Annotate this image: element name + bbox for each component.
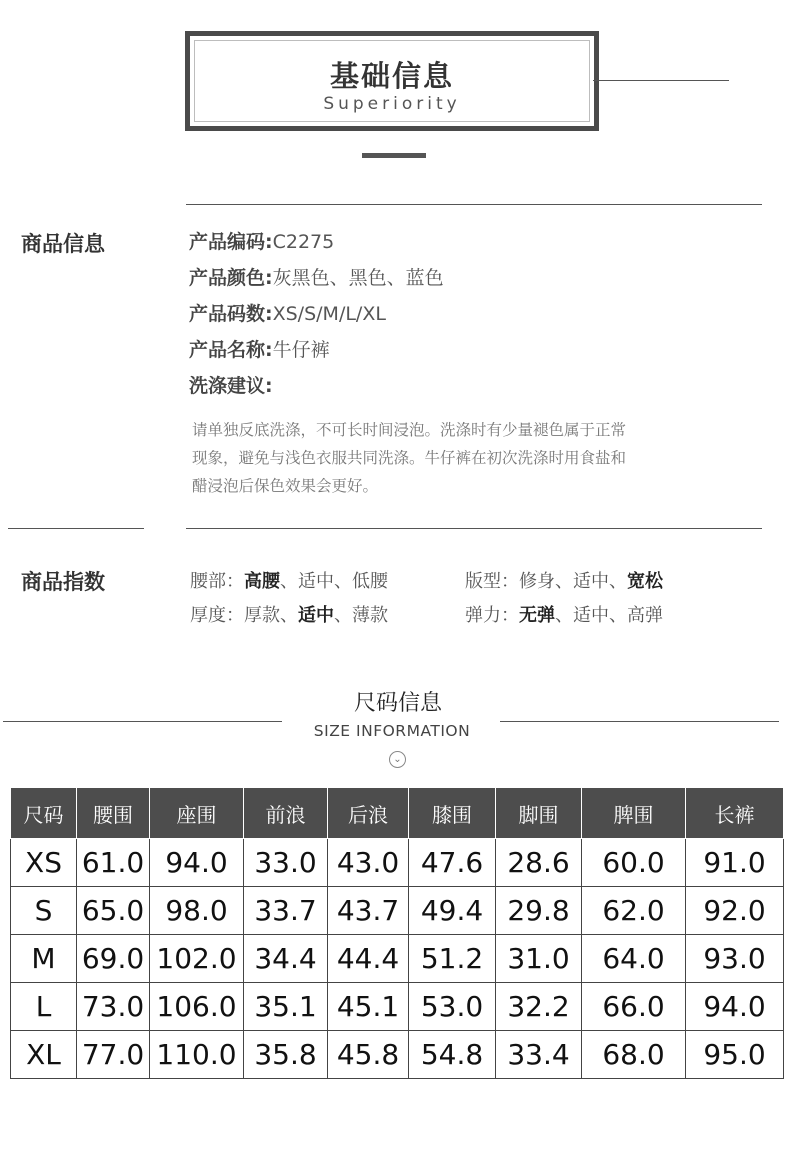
product-index-title: 商品指数 [21,570,105,594]
size-info-subtitle: SIZE INFORMATION [313,722,471,740]
wash-line: 现象，避免与浅色衣服共同洗涤。牛仔裤在初次洗涤时用食盐和 [192,449,627,467]
info-row-color [189,260,444,296]
index-options: 厚款、 [244,605,298,626]
table-header-cell: 膝围 [409,788,496,839]
info-label: 产品名称: [189,339,273,361]
index-thickness [190,601,388,627]
table-header-cell: 脚围 [496,788,582,839]
index-options: 、薄款 [334,605,388,626]
table-cell: 95.0 [686,1031,784,1079]
table-cell: 94.0 [686,983,784,1031]
index-selected: 适中 [298,605,334,626]
info-row-sizes [189,296,444,332]
table-cell: 28.6 [496,839,582,887]
product-info-list [189,224,444,404]
table-cell: 60.0 [582,839,686,887]
table-cell: 73.0 [77,983,150,1031]
table-cell: 98.0 [150,887,244,935]
info-label: 产品编码: [189,231,273,253]
table-cell: 51.2 [409,935,496,983]
table-cell: 106.0 [150,983,244,1031]
info-row-wash [189,368,444,404]
index-options: 修身、适中、 [519,571,627,592]
info-row-code [189,224,444,260]
divider [186,528,762,529]
header-underline [362,153,426,158]
table-cell: 49.4 [409,887,496,935]
wash-instructions [192,416,722,500]
header-title: 基础信息 [329,59,454,93]
table-cell: 33.4 [496,1031,582,1079]
info-label: 产品颜色: [189,267,273,289]
divider [8,528,144,529]
divider [186,204,762,205]
table-cell: 92.0 [686,887,784,935]
table-cell: 47.6 [409,839,496,887]
table-header-cell: 长裤 [686,788,784,839]
table-row [11,839,784,887]
table-cell: 43.0 [328,839,409,887]
index-label: 腰部： [190,571,244,592]
table-cell: XS [11,839,77,887]
index-selected: 宽松 [627,571,663,592]
header-side-line [593,80,729,81]
header-box [185,31,599,131]
table-cell: 93.0 [686,935,784,983]
table-cell: L [11,983,77,1031]
info-value: 灰黑色、黑色、蓝色 [272,267,444,289]
table-row [11,1031,784,1079]
table-cell: 54.8 [409,1031,496,1079]
index-fit [465,567,663,593]
table-header-cell: 座围 [150,788,244,839]
divider [3,721,282,722]
wash-line: 请单独反底洗涤，不可长时间浸泡。洗涤时有少量褪色属于正常 [192,421,627,439]
table-cell: 45.8 [328,1031,409,1079]
chevron-down-icon: ⌄ [389,751,406,768]
table-cell: M [11,935,77,983]
table-cell: 102.0 [150,935,244,983]
table-cell: 33.7 [244,887,328,935]
table-cell: 44.4 [328,935,409,983]
index-options: 、适中、低腰 [280,571,388,592]
table-cell: 94.0 [150,839,244,887]
info-row-name [189,332,444,368]
table-row [11,887,784,935]
table-cell: 66.0 [582,983,686,1031]
info-label: 产品码数: [189,303,273,325]
table-row [11,935,784,983]
info-value: C2275 [272,231,335,253]
table-cell: 110.0 [150,1031,244,1079]
index-label: 厚度： [190,605,244,626]
header-subtitle: Superiority [323,94,461,114]
info-value: 牛仔裤 [272,339,330,361]
size-info-title: 尺码信息 [353,691,442,716]
table-header-cell: 后浪 [328,788,409,839]
table-cell: 65.0 [77,887,150,935]
table-cell: 91.0 [686,839,784,887]
index-waist [190,567,388,593]
table-cell: 53.0 [409,983,496,1031]
size-table [10,787,784,1079]
table-cell: 34.4 [244,935,328,983]
table-cell: 31.0 [496,935,582,983]
table-cell: 69.0 [77,935,150,983]
index-label: 版型： [465,571,519,592]
product-info-title: 商品信息 [21,232,105,256]
table-cell: 29.8 [496,887,582,935]
table-header-cell: 脾围 [582,788,686,839]
info-label: 洗涤建议: [189,375,273,397]
table-header-row [11,788,784,839]
index-selected: 无弹 [519,605,555,626]
table-cell: XL [11,1031,77,1079]
table-cell: 32.2 [496,983,582,1031]
table-cell: 43.7 [328,887,409,935]
index-elasticity [465,601,663,627]
table-cell: 35.1 [244,983,328,1031]
info-value: XS/S/M/L/XL [272,303,386,325]
wash-line: 醋浸泡后保色效果会更好。 [192,477,379,495]
index-label: 弹力： [465,605,519,626]
table-header-cell: 前浪 [244,788,328,839]
table-cell: 61.0 [77,839,150,887]
table-cell: 45.1 [328,983,409,1031]
table-cell: 64.0 [582,935,686,983]
table-cell: 35.8 [244,1031,328,1079]
table-header-cell: 尺码 [11,788,77,839]
table-cell: 68.0 [582,1031,686,1079]
table-row [11,983,784,1031]
table-cell: 77.0 [77,1031,150,1079]
table-cell: 62.0 [582,887,686,935]
table-header-cell: 腰围 [77,788,150,839]
index-options: 、适中、高弹 [555,605,663,626]
index-selected: 高腰 [244,571,280,592]
table-cell: 33.0 [244,839,328,887]
table-cell: S [11,887,77,935]
